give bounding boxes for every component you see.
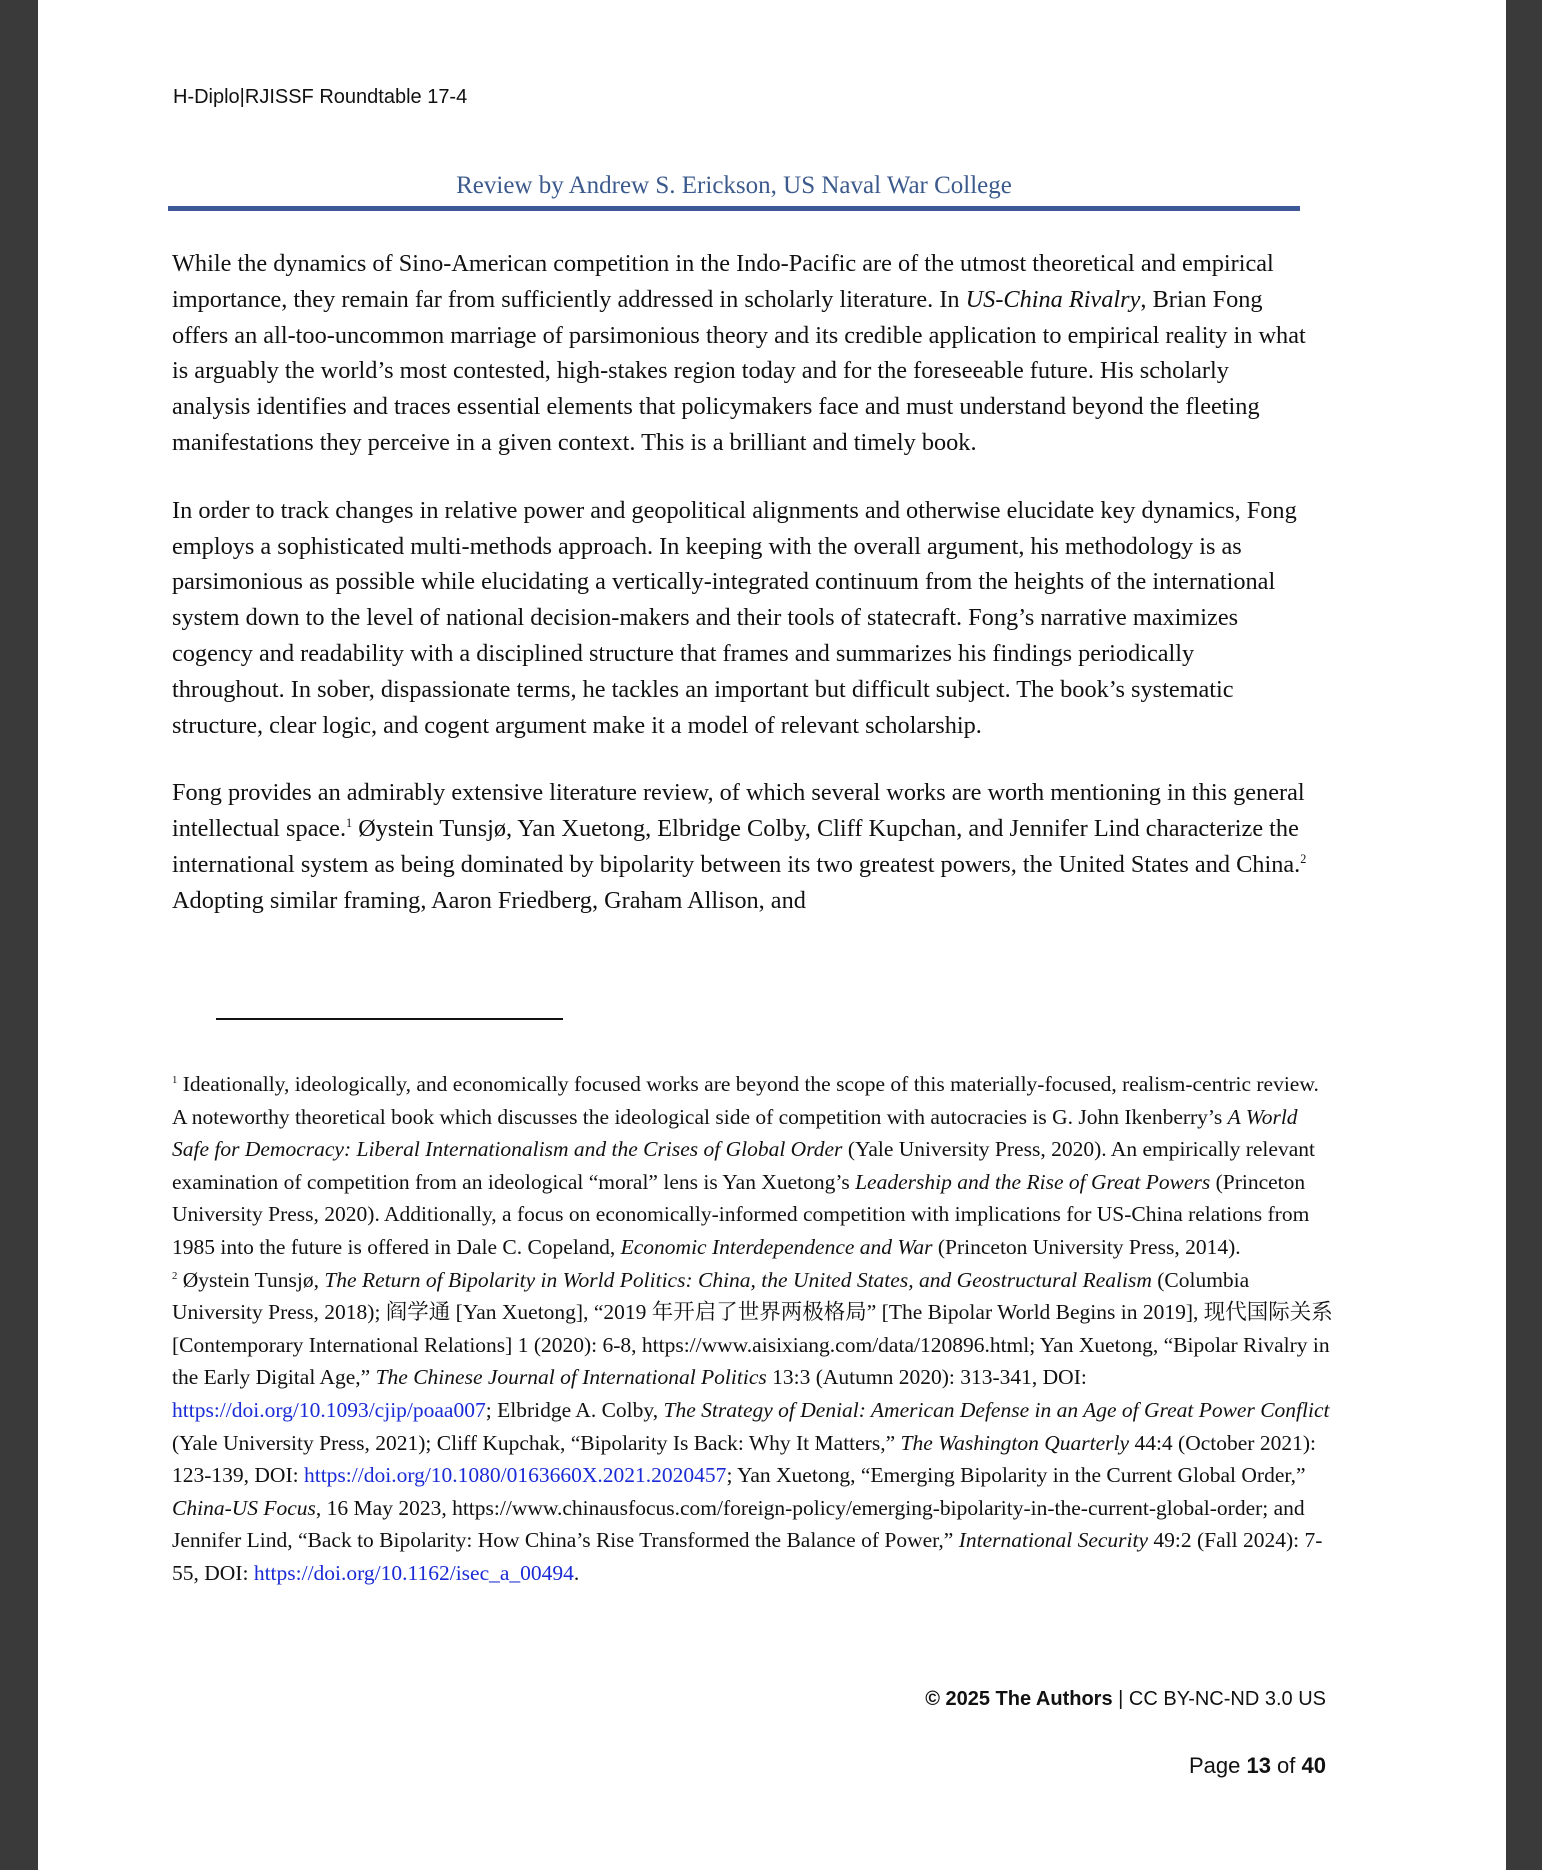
footnote-separator	[216, 1018, 563, 1020]
body-text	[172, 246, 1312, 951]
review-title: Review by Andrew S. Erickson, US Naval War College	[456, 172, 1012, 199]
title-rule	[168, 206, 1300, 211]
footnote-ref-2[interactable]: 2	[1300, 851, 1307, 866]
page-number: Page 13 of 40	[1188, 1753, 1326, 1778]
running-header: H-Diplo|RJISSF Roundtable 17-4	[173, 86, 468, 108]
footnote-1: $^1$ Ideationally, ideologically, and economically focused works are beyond the scope of this materially-focused, realism-centric review. A noteworthy theoretical book which discusses the ideological side of competition with autocracies is G. John Ikenberry’s A World Safe for Democracy: Liberal Internationalism and the Crises of Global Order (Yale University Press, 2020). An empirically relevant examination of competition from an ideological “moral” lens is Yan Xuetong’s Leadership and the Rise of Great Powers (Princeton University Press, 2020). Additionally, a focus on economically-informed competition with implications for US-China relations from 1985 into the future is offered in Dale C. Copeland, Economic Interdependence and War (Princeton University Press, 2014).	[172, 1072, 1319, 1259]
doi-link-isec[interactable]: https://doi.org/10.1162/isec_a_00494	[253, 1560, 574, 1585]
doi-link-cjip[interactable]: https://doi.org/10.1093/cjip/poaa007	[172, 1397, 486, 1422]
book-title: US-China Rivalry	[965, 285, 1141, 313]
paragraph-2: In order to track changes in relative power and geopolitical alignments and otherwise elucidate key dynamics, Fong employs a sophisticated multi-methods approach. In keeping with the overall argument, his methodology is as parsimonious as possible while elucidating a vertically-integrated continuum from the heights of the international system down to the level of national decision-makers and their tools of statecraft. Fong’s narrative maximizes cogency and readability with a disciplined structure that frames and summarizes his findings periodically throughout. In sober, dispassionate terms, he tackles an important but difficult subject. The book’s systematic structure, clear logic, and cogent argument make it a model of relevant scholarship.	[172, 496, 1297, 739]
doi-link-twq[interactable]: https://doi.org/10.1080/0163660X.2021.2020457	[303, 1463, 727, 1488]
footnote-ref-1[interactable]: 1	[346, 816, 353, 831]
license-label: CC BY-NC-ND 3.0 US	[1128, 1688, 1326, 1710]
footnotes	[172, 1068, 1334, 1590]
paragraph-3: Fong provides an admirably extensive literature review, of which several works are worth mentioning in this general intellectual space.$^1$ Øystein Tunsjø, Yan Xuetong, Elbridge Colby, Cliff Kupchan, and Jennifer Lind characterize the international system as being dominated by bipolarity between its two greatest powers, the United States and China.$^2$ Adopting similar framing, Aaron Friedberg, Graham Allison, and	[172, 779, 1307, 914]
paragraph-1: While the dynamics of Sino-American competition in the Indo-Pacific are of the utmost theoretical and empirical importance, they remain far from sufficiently addressed in scholarly literature. In US-China Rivalry, Brian Fong offers an all-too-uncommon marriage of parsimonious theory and its credible application to empirical reality in what is arguably the world’s most contested, high-stakes region today and for the foreseeable future. His scholarly analysis identifies and traces essential elements that policymakers face and must understand beyond the fleeting manifestations they perceive in a given context. This is a brilliant and timely book.	[172, 250, 1306, 456]
footnote-2: $^2$ Øystein Tunsjø, The Return of Bipolarity in World Politics: China, the United States, and Geostructural Realism (Columbia University Press, 2018); 阎学通 [Yan Xuetong], “2019 年开启了世界两极格局” [The Bipolar World Begins in 2019], 现代国际关系 [Contemporary International Relations] 1 (2020): 6-8, https://www.aisixiang.com/data/120896.html; Yan Xuetong, “Bipolar Rivalry in the Early Digital Age,” The Chinese Journal of International Politics 13:3 (Autumn 2020): 313-341, DOI: https://doi.org/10.1093/cjip/poaa007; Elbridge A. Colby, The Strategy of Denial: American Defense in an Age of Great Power Conflict (Yale University Press, 2021); Cliff Kupchak, “Bipolarity Is Back: Why It Matters,” The Washington Quarterly 44:4 (October 2021): 123-139, DOI: https://doi.org/10.1080/0163660X.2021.2020457; Yan Xuetong, “Emerging Bipolarity in the Current Global Order,” China-US Focus, 16 May 2023, https://www.chinausfocus.com/foreign-policy/emerging-bipolarity-in-the-current-global-order; and Jennifer Lind, “Back to Bipolarity: How China’s Rise Transformed the Balance of Power,” International Security 49:2 (Fall 2024): 7-55, DOI: https://doi.org/10.1162/isec_a_00494.	[172, 1267, 1333, 1585]
copyright-notice: © 2025 The Authors | CC BY-NC-ND 3.0 US	[925, 1688, 1326, 1710]
